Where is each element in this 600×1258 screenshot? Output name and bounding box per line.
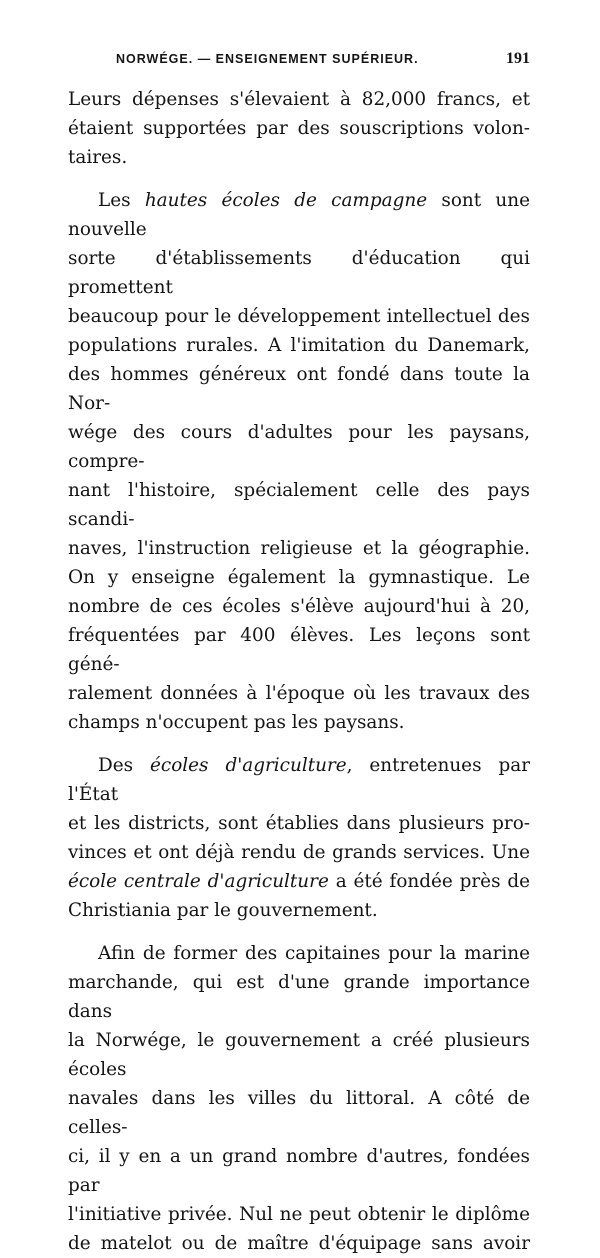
text-line: de matelot ou de maître d'équipage sans avoir <box>68 1233 530 1254</box>
text-line: marchande, qui est d'une grande importance dans <box>68 972 530 1022</box>
text-line: Leurs dépenses s'élevaient à 82,000 francs, et <box>68 89 530 110</box>
text-line: populations rurales. A l'imitation du Danemark, <box>68 335 530 356</box>
text-line: ci, il y en a un grand nombre d'autres, fondées par <box>68 1146 530 1196</box>
emphasis: écoles d'agriculture <box>150 755 347 776</box>
text-line: nant l'histoire, spécialement celle des pays scandi- <box>68 480 530 530</box>
text-line: nombre de ces écoles s'élève aujourd'hui à 20, <box>68 596 530 617</box>
text-line: sorte d'établissements d'éducation qui promettent <box>68 248 530 298</box>
text-line: Afin de former des capitaines pour la marine <box>98 943 530 964</box>
text-line: Christiania par le gouvernement. <box>68 900 378 921</box>
text-line: naves, l'instruction religieuse et la géographie. <box>68 538 530 559</box>
text-line: étaient supportées par des souscriptions volon- <box>68 118 530 139</box>
paragraph-2 <box>68 186 530 737</box>
text-line: des hommes généreux ont fondé dans toute la Nor- <box>68 364 530 414</box>
text-line: école centrale d'agriculture a été fondée près de <box>68 871 531 892</box>
paragraph-4 <box>68 939 530 1258</box>
text-line: l'initiative privée. Nul ne peut obtenir le diplôme <box>68 1204 530 1225</box>
body-text <box>68 85 530 1258</box>
paragraph-3 <box>68 751 530 925</box>
text-line: ralement données à l'époque où les travaux des <box>68 683 530 704</box>
page-number: 191 <box>506 50 530 67</box>
text-line: On y enseigne également la gymnastique. Le <box>68 567 530 588</box>
running-title: NORWÉGE. — ENSEIGNEMENT SUPÉRIEUR. <box>116 52 419 66</box>
text-line: champs n'occupent pas les paysans. <box>68 712 405 733</box>
text-line: navales dans les villes du littoral. A côté de celles- <box>68 1088 530 1138</box>
text-line: vinces et ont déjà rendu de grands services. Une <box>68 842 530 863</box>
running-header <box>116 50 530 68</box>
text-line: Des écoles d'agriculture, entretenues par l'État <box>68 755 530 805</box>
text-line: beaucoup pour le développement intellectuel des <box>68 306 530 327</box>
text-line: Les hautes écoles de campagne sont une nouvelle <box>68 190 530 240</box>
emphasis: école centrale d'agriculture <box>68 871 329 892</box>
text-line: fréquentées par 400 élèves. Les leçons sont géné- <box>68 625 530 675</box>
text-line: taires. <box>68 147 128 168</box>
paragraph-1 <box>68 85 530 172</box>
emphasis: hautes écoles de campagne <box>144 190 428 211</box>
text-line: wége des cours d'adultes pour les paysans, compre- <box>68 422 530 472</box>
text-line: et les districts, sont établies dans plusieurs pro- <box>68 813 530 834</box>
text-line: la Norwége, le gouvernement a créé plusieurs écoles <box>68 1030 530 1080</box>
